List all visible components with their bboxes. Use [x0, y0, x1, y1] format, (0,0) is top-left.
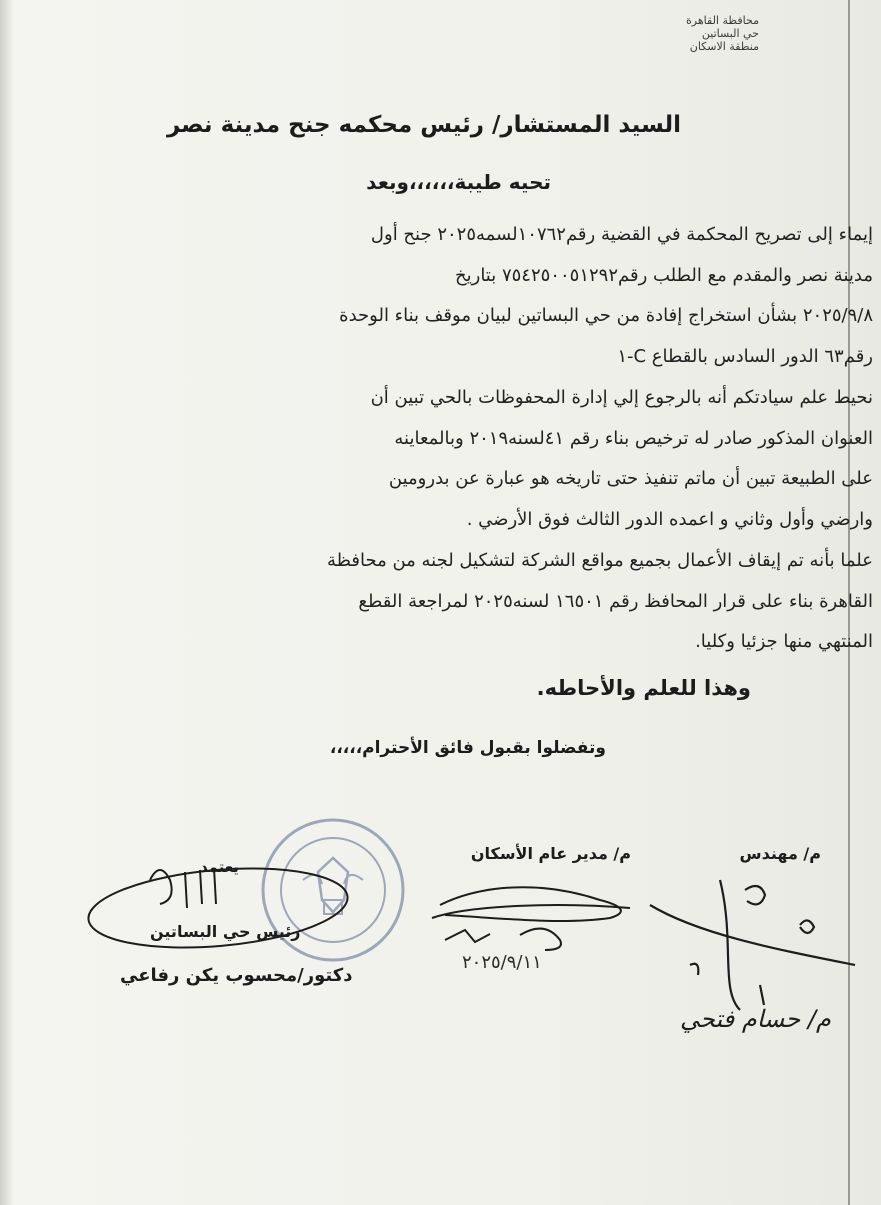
- addressee-line: السيد المستشار/ رئيس محكمه جنح مدينة نصر: [166, 112, 681, 138]
- greeting-line: تحيه طيبة،،،،،،وبعد: [366, 170, 551, 194]
- handwritten-date: ٢٠٢٥/٩/١١: [462, 952, 542, 973]
- approval-label: يعتمد: [200, 858, 239, 876]
- page-shadow: [0, 0, 14, 1205]
- chief-title: رئيس حي البساتين: [150, 922, 301, 941]
- letterhead-governorate: محافظة القاهرة: [686, 14, 759, 27]
- letterhead-district: حي البساتين: [701, 27, 759, 40]
- paragraph-suspension: [133, 541, 873, 663]
- paragraph-findings: [133, 378, 873, 540]
- paragraph-request: [133, 215, 873, 377]
- letterhead: [639, 14, 759, 53]
- paragraph-line: رقم٦٣ الدور السادس بالقطاع C-١: [617, 345, 873, 367]
- manager-title: م/ مدير عام الأسكان: [470, 844, 631, 863]
- paragraph-line: على الطبيعة تبين أن ماتم تنفيذ حتى تاريخه هو عبارة عن بدرومين: [388, 468, 873, 489]
- paragraph-line: ٢٠٢٥/٩/٨ بشأن استخراج إفادة من حي البساتين لبيان موقف بناء الوحدة: [339, 305, 873, 326]
- engineer-title: م/ مهندس: [739, 844, 821, 863]
- letterhead-department: منطقة الاسكان: [689, 40, 759, 53]
- chief-name: دكتور/محسوب يكن رفاعي: [120, 965, 353, 986]
- paragraph-line: وارضي وأول وثاني و اعمده الدور الثالث فوق الأرضي .: [466, 508, 873, 530]
- closing-note: وهذا للعلم والأحاطه.: [536, 676, 751, 700]
- closing-regards: وتفضلوا بقبول فائق الأحترام،،،،،: [329, 738, 606, 758]
- paragraph-line: القاهرة بناء على قرار المحافظ رقم ١٦٥٠١ لسنه٢٠٢٥ لمراجعة القطع: [358, 590, 873, 612]
- handwritten-engineer-name: م/ حسام فتحي: [680, 1005, 831, 1033]
- paragraph-line: علما بأنه تم إيقاف الأعمال بجميع مواقع الشركة لتشكيل لجنه من محافظة: [326, 550, 873, 571]
- paragraph-line: إيماء إلى تصريح المحكمة في القضية رقم١٠٧٦٢لسمه٢٠٢٥ جنح أول: [370, 224, 873, 245]
- paragraph-line: نحيط علم سيادتكم أنه بالرجوع إلي إدارة المحفوظات بالحي تبين أن: [370, 387, 873, 408]
- paragraph-line: العنوان المذكور صادر له ترخيص بناء رقم ٤١لسنه٢٠١٩ وبالمعاينه: [394, 427, 873, 449]
- paragraph-line: المنتهي منها جزئيا وكليا.: [695, 631, 873, 652]
- paragraph-line: مدينة نصر والمقدم مع الطلب رقم٧٥٤٢٥٠٠٥١٢٩٢ بتاريخ: [455, 264, 873, 286]
